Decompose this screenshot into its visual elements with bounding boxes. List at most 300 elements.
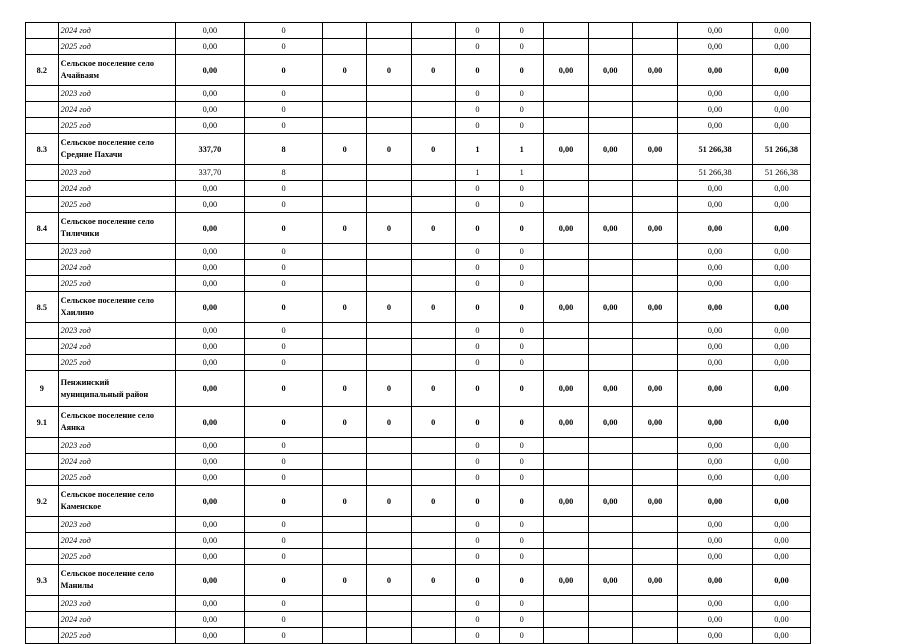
value-cell: 0 [500,181,544,197]
table-body [26,23,811,644]
value-cell: 0 [455,438,499,454]
value-cell: 0 [367,371,411,407]
table-row [26,517,811,533]
value-cell [411,339,455,355]
value-cell: 0 [455,596,499,612]
row-name: 2023 год [58,517,175,533]
value-cell [632,549,677,565]
table-row [26,549,811,565]
value-cell: 0 [455,276,499,292]
row-number [26,244,59,260]
table-row [26,23,811,39]
value-cell [323,533,367,549]
table-row [26,86,811,102]
value-cell: 0 [367,486,411,517]
value-cell [323,260,367,276]
value-cell [544,533,588,549]
value-cell [411,39,455,55]
value-cell: 0,00 [175,213,245,244]
value-cell [632,628,677,644]
value-cell: 0,00 [175,339,245,355]
value-cell: 0 [500,517,544,533]
value-cell [544,470,588,486]
value-cell [367,197,411,213]
value-cell [588,323,632,339]
row-name: 2024 год [58,339,175,355]
value-cell [411,276,455,292]
value-cell [367,181,411,197]
value-cell: 0,00 [175,118,245,134]
value-cell: 0,00 [175,438,245,454]
value-cell [411,244,455,260]
value-cell: 0 [411,213,455,244]
value-cell [588,181,632,197]
value-cell: 0,00 [678,339,753,355]
value-cell: 0,00 [752,517,810,533]
value-cell: 0,00 [678,371,753,407]
row-name: 2024 год [58,102,175,118]
row-name: 2023 год [58,323,175,339]
value-cell: 0,00 [678,549,753,565]
value-cell: 0,00 [678,470,753,486]
value-cell: 0,00 [175,355,245,371]
value-cell: 0,00 [752,244,810,260]
value-cell: 0 [500,244,544,260]
value-cell: 0,00 [752,565,810,596]
value-cell: 0 [455,55,499,86]
value-cell [544,39,588,55]
row-number [26,102,59,118]
row-name: 2024 год [58,533,175,549]
value-cell: 0,00 [175,55,245,86]
row-name: Сельское поселение село Ачайваям [58,55,175,86]
value-cell: 0 [500,339,544,355]
row-number [26,470,59,486]
value-cell: 0 [245,181,323,197]
value-cell: 0 [245,454,323,470]
value-cell [544,118,588,134]
value-cell: 0,00 [175,612,245,628]
value-cell: 0,00 [544,486,588,517]
value-cell [632,454,677,470]
value-cell: 0,00 [752,292,810,323]
value-cell [367,165,411,181]
value-cell [411,181,455,197]
value-cell: 0,00 [752,371,810,407]
value-cell: 0,00 [752,197,810,213]
value-cell: 0,00 [752,102,810,118]
value-cell: 0,00 [752,55,810,86]
value-cell: 0 [455,355,499,371]
value-cell [632,276,677,292]
value-cell: 0,00 [678,355,753,371]
value-cell: 0,00 [544,213,588,244]
value-cell: 0,00 [632,371,677,407]
value-cell: 0,00 [752,181,810,197]
value-cell: 0 [367,407,411,438]
value-cell: 0 [455,470,499,486]
value-cell: 0,00 [678,276,753,292]
table-row [26,371,811,407]
value-cell: 0 [455,517,499,533]
row-name: Сельское поселение село Тиличики [58,213,175,244]
table-row [26,323,811,339]
row-name: 2025 год [58,197,175,213]
value-cell: 0,00 [544,565,588,596]
value-cell: 0 [323,486,367,517]
row-number [26,260,59,276]
value-cell: 0,00 [632,407,677,438]
table-row [26,486,811,517]
row-number [26,118,59,134]
value-cell [323,102,367,118]
value-cell: 0 [500,612,544,628]
value-cell [323,339,367,355]
value-cell [367,323,411,339]
value-cell [588,628,632,644]
value-cell: 0 [500,323,544,339]
value-cell [544,276,588,292]
value-cell: 0 [455,323,499,339]
row-number [26,86,59,102]
row-name: 2025 год [58,628,175,644]
value-cell: 0 [245,438,323,454]
value-cell: 0,00 [544,371,588,407]
value-cell: 0 [245,596,323,612]
value-cell: 0,00 [678,407,753,438]
value-cell: 1 [455,165,499,181]
value-cell: 0 [245,197,323,213]
value-cell: 0,00 [544,55,588,86]
value-cell: 0,00 [752,486,810,517]
row-name: Сельское поселение село Хаилино [58,292,175,323]
value-cell: 8 [245,165,323,181]
value-cell: 0 [500,86,544,102]
value-cell [367,596,411,612]
value-cell [544,549,588,565]
value-cell [367,517,411,533]
value-cell [411,628,455,644]
value-cell [588,102,632,118]
value-cell [323,596,367,612]
value-cell: 0,00 [175,371,245,407]
row-number: 8.2 [26,55,59,86]
value-cell: 0,00 [752,533,810,549]
value-cell [367,102,411,118]
value-cell: 0 [411,407,455,438]
row-name: 2025 год [58,276,175,292]
value-cell [411,260,455,276]
value-cell: 0,00 [752,213,810,244]
value-cell: 0,00 [678,612,753,628]
value-cell: 0,00 [175,323,245,339]
value-cell: 0 [455,371,499,407]
value-cell [588,118,632,134]
value-cell: 0,00 [752,339,810,355]
value-cell: 0 [455,565,499,596]
row-name: Сельское поселение село Средние Пахачи [58,134,175,165]
row-number [26,323,59,339]
value-cell: 0,00 [588,371,632,407]
table-row [26,339,811,355]
value-cell [323,23,367,39]
value-cell [367,39,411,55]
row-number [26,339,59,355]
value-cell [632,612,677,628]
value-cell: 337,70 [175,165,245,181]
value-cell [544,260,588,276]
value-cell [367,628,411,644]
value-cell: 0,00 [678,23,753,39]
row-name: 2023 год [58,165,175,181]
value-cell: 0 [500,486,544,517]
value-cell: 0,00 [175,23,245,39]
value-cell: 0,00 [588,292,632,323]
value-cell: 0,00 [175,102,245,118]
value-cell [367,244,411,260]
value-cell: 0,00 [678,533,753,549]
value-cell [411,165,455,181]
value-cell [411,470,455,486]
value-cell [411,533,455,549]
value-cell [367,23,411,39]
value-cell: 0 [500,260,544,276]
value-cell: 0,00 [175,596,245,612]
value-cell [411,549,455,565]
value-cell: 0,00 [678,102,753,118]
row-name: 2024 год [58,23,175,39]
value-cell [367,339,411,355]
value-cell: 0,00 [175,628,245,644]
value-cell: 0,00 [632,213,677,244]
value-cell: 0,00 [588,407,632,438]
row-name: 2024 год [58,454,175,470]
value-cell [632,102,677,118]
value-cell: 0 [455,339,499,355]
value-cell: 0,00 [678,454,753,470]
table-row [26,118,811,134]
row-number: 9 [26,371,59,407]
value-cell [411,323,455,339]
value-cell: 0,00 [175,244,245,260]
value-cell: 0,00 [678,197,753,213]
table-row [26,244,811,260]
table-row [26,407,811,438]
value-cell: 0,00 [678,244,753,260]
value-cell: 0,00 [752,276,810,292]
value-cell: 0,00 [752,596,810,612]
value-cell: 0 [455,213,499,244]
row-number [26,454,59,470]
row-name: Пенжинский муниципальный район [58,371,175,407]
row-number [26,355,59,371]
value-cell [367,438,411,454]
value-cell [544,86,588,102]
row-name: 2023 год [58,438,175,454]
value-cell [632,323,677,339]
value-cell: 0 [500,407,544,438]
value-cell: 0 [245,292,323,323]
value-cell: 0 [245,260,323,276]
value-cell [544,197,588,213]
value-cell [632,533,677,549]
value-cell [544,596,588,612]
value-cell: 0 [500,596,544,612]
row-name: Сельское поселение село Манилы [58,565,175,596]
row-name: 2025 год [58,355,175,371]
value-cell: 337,70 [175,134,245,165]
value-cell: 0,00 [175,407,245,438]
table-row [26,165,811,181]
value-cell: 0 [245,86,323,102]
value-cell [632,438,677,454]
value-cell: 0 [500,23,544,39]
table-row [26,39,811,55]
value-cell: 0 [455,486,499,517]
row-name: Сельское поселение село Аянка [58,407,175,438]
value-cell: 0 [245,244,323,260]
value-cell: 51 266,38 [678,134,753,165]
value-cell: 0,00 [588,565,632,596]
table-row [26,533,811,549]
value-cell: 0 [323,292,367,323]
value-cell: 0,00 [752,23,810,39]
value-cell: 0 [455,454,499,470]
value-cell: 0,00 [175,260,245,276]
value-cell: 0 [455,407,499,438]
value-cell: 0,00 [678,39,753,55]
value-cell: 0 [455,260,499,276]
value-cell: 0,00 [175,276,245,292]
value-cell [544,165,588,181]
value-cell: 0,00 [175,533,245,549]
value-cell: 0,00 [544,134,588,165]
table-row [26,260,811,276]
value-cell: 0 [245,23,323,39]
value-cell [367,118,411,134]
value-cell [544,612,588,628]
value-cell [323,470,367,486]
value-cell: 0 [500,549,544,565]
value-cell [323,39,367,55]
value-cell: 51 266,38 [752,165,810,181]
row-name: 2025 год [58,549,175,565]
value-cell [588,438,632,454]
value-cell [323,244,367,260]
value-cell: 0 [245,323,323,339]
value-cell [323,165,367,181]
row-number [26,39,59,55]
value-cell [411,23,455,39]
value-cell: 0,00 [175,292,245,323]
value-cell: 0,00 [678,517,753,533]
row-name: 2023 год [58,596,175,612]
value-cell [367,454,411,470]
row-number [26,533,59,549]
value-cell: 0 [245,549,323,565]
table-row [26,438,811,454]
row-number [26,612,59,628]
value-cell: 0,00 [632,134,677,165]
row-number: 9.1 [26,407,59,438]
value-cell [544,23,588,39]
row-name: 2023 год [58,244,175,260]
value-cell: 0 [323,55,367,86]
value-cell: 0 [245,612,323,628]
value-cell: 0 [411,565,455,596]
value-cell: 0 [500,197,544,213]
value-cell [544,628,588,644]
value-cell: 0 [245,55,323,86]
row-name: 2024 год [58,260,175,276]
row-name: 2025 год [58,118,175,134]
value-cell: 0 [455,39,499,55]
value-cell: 0,00 [752,628,810,644]
value-cell [367,355,411,371]
value-cell: 1 [500,165,544,181]
value-cell: 0 [455,549,499,565]
table-row [26,454,811,470]
value-cell: 0 [245,565,323,596]
value-cell: 0,00 [588,213,632,244]
row-number [26,197,59,213]
value-cell [367,533,411,549]
value-cell: 0 [500,454,544,470]
value-cell: 0 [245,39,323,55]
value-cell [588,517,632,533]
value-cell: 0,00 [752,39,810,55]
value-cell: 0,00 [752,323,810,339]
value-cell [632,197,677,213]
value-cell: 0,00 [175,86,245,102]
value-cell [588,355,632,371]
value-cell: 0 [245,339,323,355]
table-row [26,612,811,628]
value-cell [632,244,677,260]
value-cell: 0,00 [175,549,245,565]
value-cell [588,23,632,39]
value-cell [632,118,677,134]
value-cell: 8 [245,134,323,165]
row-name: 2024 год [58,181,175,197]
value-cell [588,39,632,55]
row-number: 8.3 [26,134,59,165]
value-cell: 0 [367,213,411,244]
value-cell [411,454,455,470]
value-cell: 0 [323,371,367,407]
table-row [26,565,811,596]
value-cell [367,470,411,486]
row-number [26,165,59,181]
table-row [26,181,811,197]
table-row [26,134,811,165]
value-cell: 0 [323,134,367,165]
value-cell: 0,00 [678,118,753,134]
value-cell: 0,00 [678,596,753,612]
row-number: 8.5 [26,292,59,323]
value-cell [323,276,367,292]
value-cell: 0,00 [678,213,753,244]
value-cell [588,612,632,628]
value-cell [367,612,411,628]
value-cell: 0 [500,438,544,454]
value-cell: 0,00 [752,454,810,470]
value-cell: 0 [455,86,499,102]
value-cell: 0,00 [752,86,810,102]
value-cell: 0 [500,355,544,371]
value-cell: 0,00 [632,292,677,323]
value-cell [588,260,632,276]
